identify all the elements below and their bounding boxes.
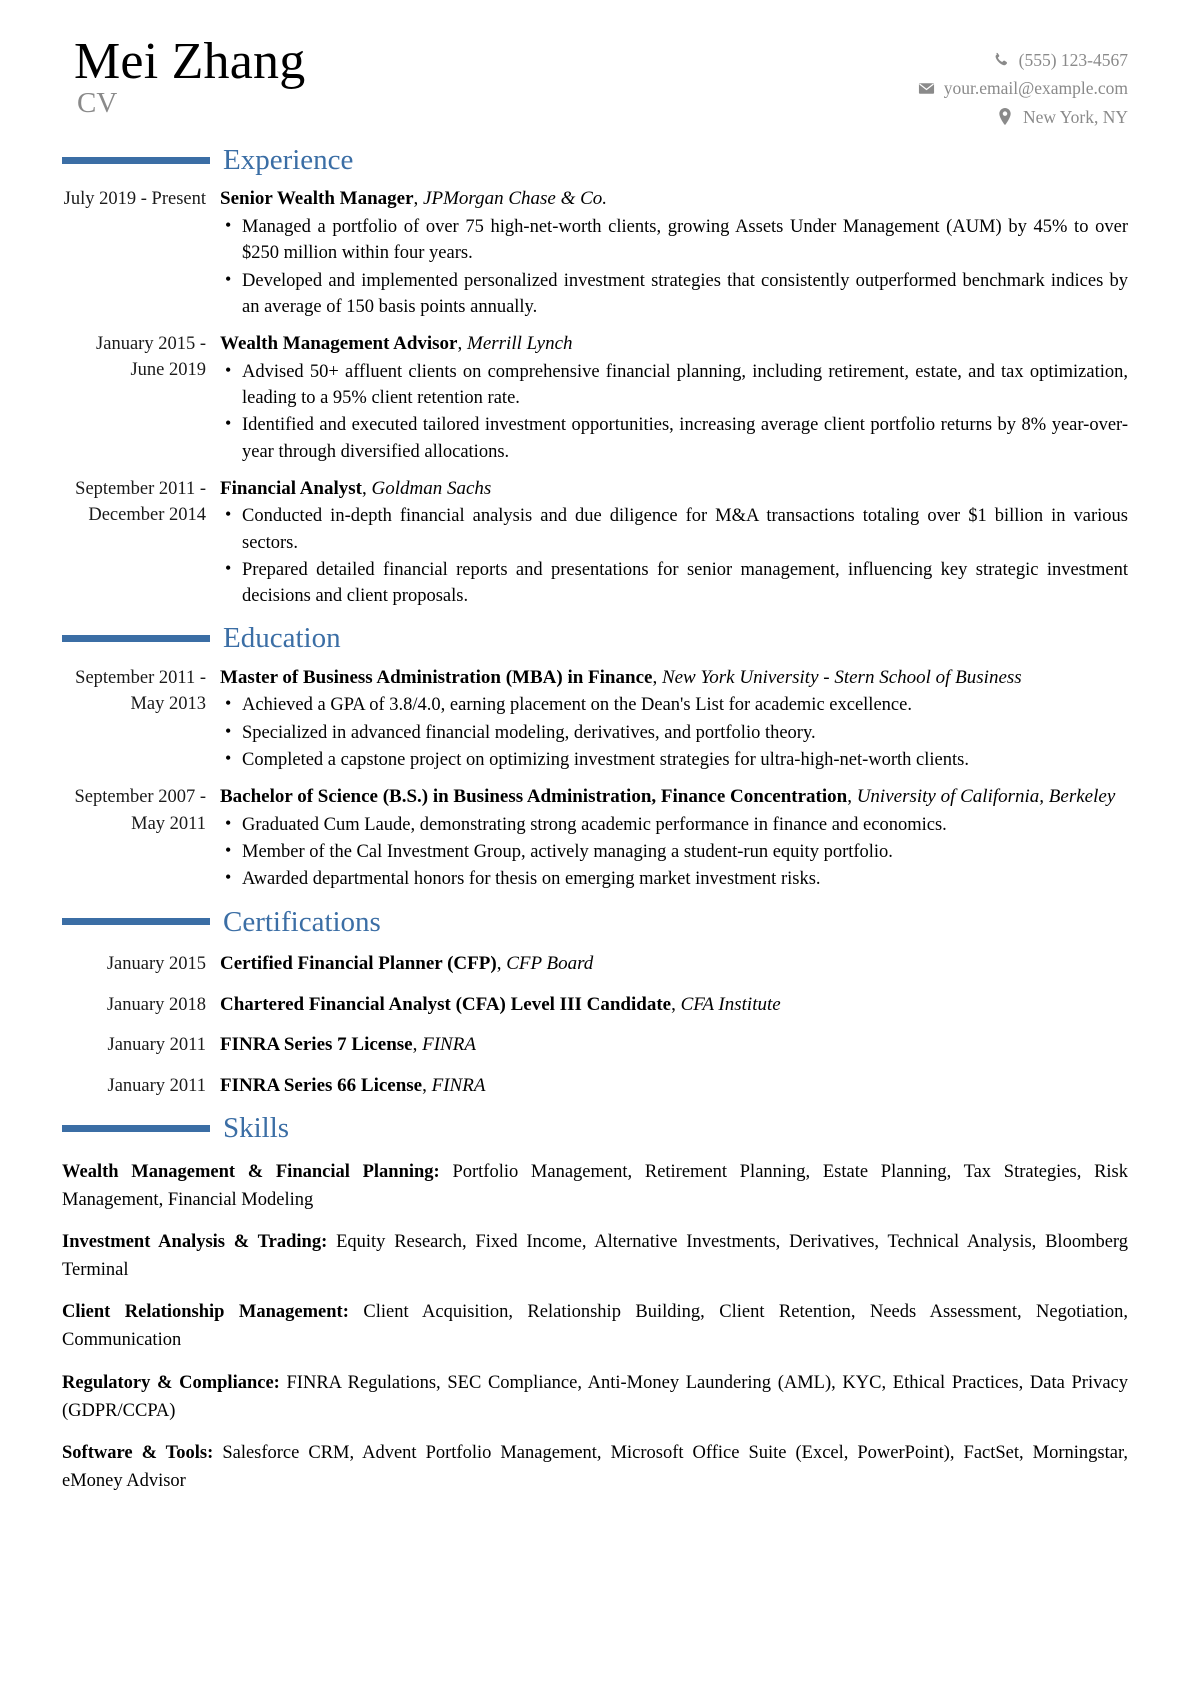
entry-separator: , <box>412 1034 423 1056</box>
entry-position: Wealth Management Advisor <box>220 333 458 355</box>
experience-entry <box>62 186 1128 320</box>
entry-bullets <box>220 503 1128 609</box>
certification-issuer: CFA Institute <box>680 993 781 1015</box>
email-value: your.email@example.com <box>943 78 1128 99</box>
entry-separator: , <box>457 333 467 355</box>
skill-group <box>62 1439 1128 1495</box>
entry-bullets <box>220 359 1128 465</box>
entry-body <box>220 1032 1128 1059</box>
certification-entry <box>62 1032 1128 1059</box>
entry-date: September 2011 - December 2014 <box>75 478 206 526</box>
entry-bullets <box>220 812 1128 893</box>
entry-position: Senior Wealth Manager <box>220 188 414 210</box>
certification-name: Certified Financial Planner (CFP) <box>220 953 497 975</box>
skill-items: FINRA Regulations, SEC Compliance, Anti-Money Laundering (AML), KYC, Ethical Practices, Data Privacy (GDPR/CCPA) <box>62 1372 1129 1421</box>
bullet-item: • Graduated Cum Laude, demonstrating strong academic performance in finance and economics. <box>220 812 1128 838</box>
section-skills <box>62 1113 1128 1495</box>
certification-name: FINRA Series 7 License <box>220 1034 413 1056</box>
section-title-skills: Skills <box>223 1112 290 1145</box>
candidate-name: Mei Zhang <box>74 33 306 90</box>
envelope-icon <box>918 80 935 97</box>
entry-institution: New York University - Stern School of Business <box>661 666 1022 688</box>
entry-organization: Goldman Sachs <box>371 477 492 499</box>
section-title-education: Education <box>223 622 341 655</box>
contact-email-row <box>918 74 1128 102</box>
bullet-item: • Awarded departmental honors for thesis on emerging market investment risks. <box>220 866 1128 892</box>
skill-items: Equity Research, Fixed Income, Alternative Investments, Derivatives, Technical Analysis, Bloomberg Terminal <box>62 1232 1128 1281</box>
bullet-item: • Identified and executed tailored investment opportunities, increasing average client portfolio returns by 8% year-over-year through diversified allocations. <box>220 412 1128 465</box>
entry-body <box>220 951 1128 978</box>
section-header-education <box>62 623 1128 653</box>
skill-category: Wealth Management & Financial Planning: <box>62 1161 440 1182</box>
skill-group <box>62 1298 1128 1354</box>
bullet-item: • Conducted in-depth financial analysis and due diligence for M&A transactions totaling over $1 billion in various sectors. <box>220 503 1128 556</box>
skill-category: Software & Tools: <box>62 1442 214 1463</box>
entry-degree: Bachelor of Science (B.S.) in Business Administration, Finance Concentration <box>220 786 848 808</box>
certification-name: FINRA Series 66 License <box>220 1074 423 1096</box>
entry-separator: , <box>847 786 857 808</box>
entry-institution: University of California, Berkeley <box>856 786 1116 808</box>
education-entry <box>62 784 1128 892</box>
certification-name: Chartered Financial Analyst (CFA) Level III Candidate <box>220 993 672 1015</box>
skill-items: Salesforce CRM, Advent Portfolio Management, Microsoft Office Suite (Excel, PowerPoint), FactSet, Morningstar, eMoney Advisor <box>62 1442 1129 1491</box>
skill-category: Client Relationship Management: <box>62 1302 349 1323</box>
entry-heading <box>220 331 1128 358</box>
entry-bullets <box>220 692 1128 773</box>
location-value: New York, NY <box>1022 106 1128 127</box>
identity-block <box>62 34 305 120</box>
certification-issuer: CFP Board <box>506 953 594 975</box>
skill-group <box>62 1158 1128 1214</box>
section-rule <box>62 635 210 642</box>
experience-entry <box>62 331 1128 465</box>
section-title-experience: Experience <box>223 144 354 177</box>
entry-date: January 2011 <box>107 1075 206 1096</box>
section-rule <box>62 1125 210 1132</box>
section-header-experience <box>62 145 1128 175</box>
entry-heading <box>220 784 1128 811</box>
bullet-item: • Achieved a GPA of 3.8/4.0, earning placement on the Dean's List for academic excellence. <box>220 692 1128 718</box>
bullet-item: • Member of the Cal Investment Group, actively managing a student-run equity portfolio. <box>220 839 1128 865</box>
skill-items: Client Acquisition, Relationship Building, Client Retention, Needs Assessment, Negotiation, Communication <box>62 1302 1129 1351</box>
entry-separator: , <box>671 993 681 1015</box>
phone-icon <box>993 52 1010 69</box>
section-rule <box>62 918 210 925</box>
skill-items: Portfolio Management, Retirement Planning, Estate Planning, Tax Strategies, Risk Management, Financial Modeling <box>62 1161 1129 1211</box>
bullet-item: • Developed and implemented personalized investment strategies that consistently outperformed benchmark indices by an average of 150 basis points annually. <box>220 268 1128 321</box>
entry-date: January 2011 <box>107 1035 206 1056</box>
entry-bullets <box>220 214 1128 320</box>
entry-heading <box>220 992 1128 1019</box>
entry-separator: , <box>413 188 424 210</box>
entry-date: January 2015 <box>106 954 206 975</box>
education-entry <box>62 665 1128 773</box>
entry-date: January 2018 <box>106 994 206 1015</box>
section-experience <box>62 145 1128 609</box>
contact-block <box>918 34 1128 131</box>
experience-entry <box>62 476 1128 610</box>
entry-body <box>220 784 1128 892</box>
bullet-item: • Completed a capstone project on optimizing investment strategies for ultra-high-net-worth clients. <box>220 747 1128 773</box>
entry-separator: , <box>652 666 662 688</box>
entry-date: September 2011 - May 2013 <box>75 667 206 715</box>
skill-category: Investment Analysis & Trading: <box>62 1232 328 1253</box>
entry-separator: , <box>496 953 507 975</box>
entry-heading <box>220 665 1128 692</box>
entry-body <box>220 476 1128 610</box>
section-certifications <box>62 907 1128 1100</box>
certification-issuer: FINRA <box>431 1074 486 1096</box>
entry-organization: Merrill Lynch <box>467 333 573 355</box>
skill-group <box>62 1228 1128 1284</box>
entry-date: July 2019 - Present <box>63 189 206 210</box>
certification-entry <box>62 992 1128 1019</box>
section-header-skills <box>62 1113 1128 1143</box>
bullet-item: • Specialized in advanced financial modeling, derivatives, and portfolio theory. <box>220 720 1128 746</box>
skill-group <box>62 1369 1128 1425</box>
document-subtitle: CV <box>77 87 118 120</box>
certification-issuer: FINRA <box>422 1034 476 1056</box>
section-education <box>62 623 1128 892</box>
location-pin-icon <box>997 108 1014 125</box>
entry-body <box>220 665 1128 773</box>
contact-phone-row <box>918 46 1128 74</box>
phone-value: (555) 123-4567 <box>1018 50 1128 70</box>
entry-date: January 2015 - June 2019 <box>96 334 206 381</box>
bullet-item: • Prepared detailed financial reports and presentations for senior management, influencing key strategic investment decisions and client proposals. <box>220 557 1128 610</box>
entry-heading <box>220 1032 1128 1059</box>
bullet-item: • Managed a portfolio of over 75 high-net-worth clients, growing Assets Under Management (AUM) by 45% to over $250 million within four years. <box>220 214 1128 267</box>
entry-date: September 2007 - May 2011 <box>74 787 206 834</box>
section-title-certifications: Certifications <box>223 905 381 938</box>
bullet-item: • Advised 50+ affluent clients on comprehensive financial planning, including retirement, estate, and tax optimization, leading to a 95% client retention rate. <box>220 359 1128 412</box>
certification-entry <box>62 1073 1128 1100</box>
entry-position: Financial Analyst <box>220 477 362 499</box>
section-rule <box>62 157 210 164</box>
entry-body <box>220 992 1128 1019</box>
contact-location-row <box>918 103 1128 131</box>
entry-body <box>220 331 1128 465</box>
entry-separator: , <box>362 477 372 499</box>
entry-body <box>220 1073 1128 1100</box>
entry-heading <box>220 1073 1128 1100</box>
entry-degree: Master of Business Administration (MBA) in Finance <box>220 666 653 688</box>
entry-heading <box>220 951 1128 978</box>
entry-body <box>220 186 1128 320</box>
certification-entry <box>62 951 1128 978</box>
entry-separator: , <box>422 1074 432 1096</box>
entry-organization: JPMorgan Chase & Co. <box>423 188 608 210</box>
cv-header <box>62 34 1128 131</box>
entry-heading <box>220 186 1128 213</box>
entry-heading <box>220 476 1128 503</box>
skill-category: Regulatory & Compliance: <box>62 1372 280 1393</box>
section-header-certifications <box>62 907 1128 937</box>
